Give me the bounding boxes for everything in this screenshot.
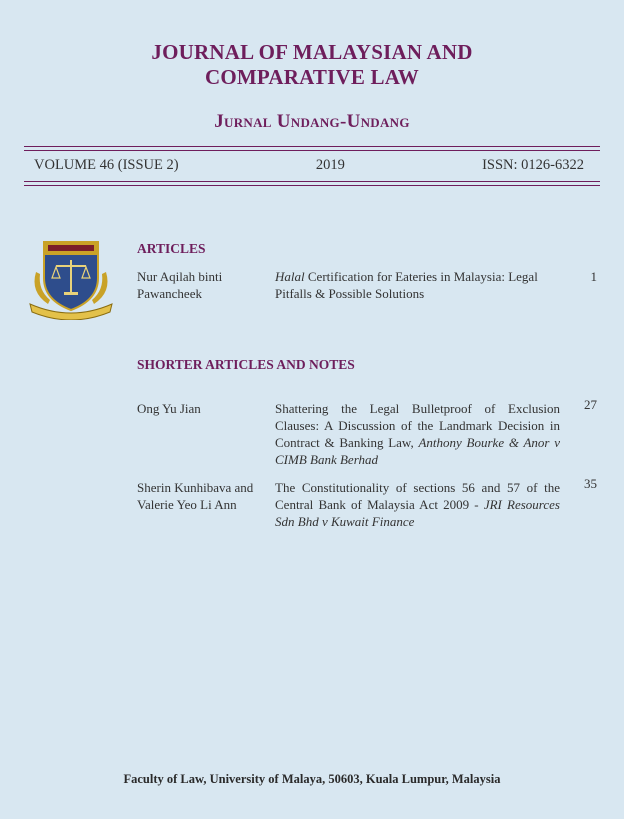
article-page-number: 35	[584, 476, 597, 491]
article-title-italic: Halal	[275, 269, 305, 284]
divider-bottom-2	[24, 185, 600, 186]
article-author	[137, 268, 267, 302]
article-entry	[137, 268, 597, 308]
article-page-number: 27	[584, 397, 597, 412]
author-line: Pawancheek	[137, 286, 202, 301]
divider-top-1	[24, 146, 600, 147]
divider-bottom-1	[24, 181, 600, 182]
author-line: Ong Yu Jian	[137, 401, 201, 416]
section-articles-heading: ARTICLES	[137, 241, 206, 256]
article-title[interactable]	[275, 400, 560, 468]
article-title-italic: JRI Resources Sdn Bhd v Kuwait Finance	[275, 497, 560, 529]
article-author	[137, 479, 267, 513]
article-title-text: The Constitutionality of sections 56 and 57 of the Central Bank of Malaysia Act 2009 -	[275, 480, 560, 512]
publisher-footer: Faculty of Law, University of Malaya, 50603, Kuala Lumpur, Malaysia	[123, 772, 501, 786]
article-page-number: 1	[590, 269, 597, 284]
journal-subtitle: Jurnal Undang-Undang	[214, 111, 410, 132]
author-line: Sherin Kunhibava and	[137, 480, 254, 495]
article-author	[137, 400, 267, 417]
university-crest-logo	[26, 238, 116, 320]
article-entry	[137, 476, 597, 533]
author-line: Valerie Yeo Li Ann	[137, 497, 237, 512]
article-title[interactable]	[275, 479, 560, 530]
divider-top-2	[24, 150, 600, 151]
volume-label: VOLUME 46 (ISSUE 2)	[34, 157, 179, 173]
journal-title	[0, 40, 624, 90]
year-label: 2019	[315, 157, 345, 173]
article-title-text: Certification for Eateries in Malaysia: Legal Pitfalls & Possible Solutions	[275, 269, 538, 301]
article-entry	[137, 397, 597, 470]
issn-label: ISSN: 0126-6322	[482, 157, 584, 173]
article-title-italic: Anthony Bourke & Anor v CIMB Bank Berhad	[275, 435, 561, 467]
journal-title-line1: JOURNAL OF MALAYSIAN AND	[151, 40, 473, 64]
author-line: Nur Aqilah binti	[137, 269, 223, 284]
journal-title-line2: COMPARATIVE LAW	[205, 65, 419, 89]
section-shorter-heading: SHORTER ARTICLES AND NOTES	[137, 357, 355, 372]
issue-info-row	[34, 157, 584, 174]
article-title[interactable]	[275, 268, 560, 302]
article-title-text: Shattering the Legal Bulletproof of Exclusion Clauses: A Discussion of the Landmark Decision in Contract & Banking Law,	[275, 401, 560, 450]
